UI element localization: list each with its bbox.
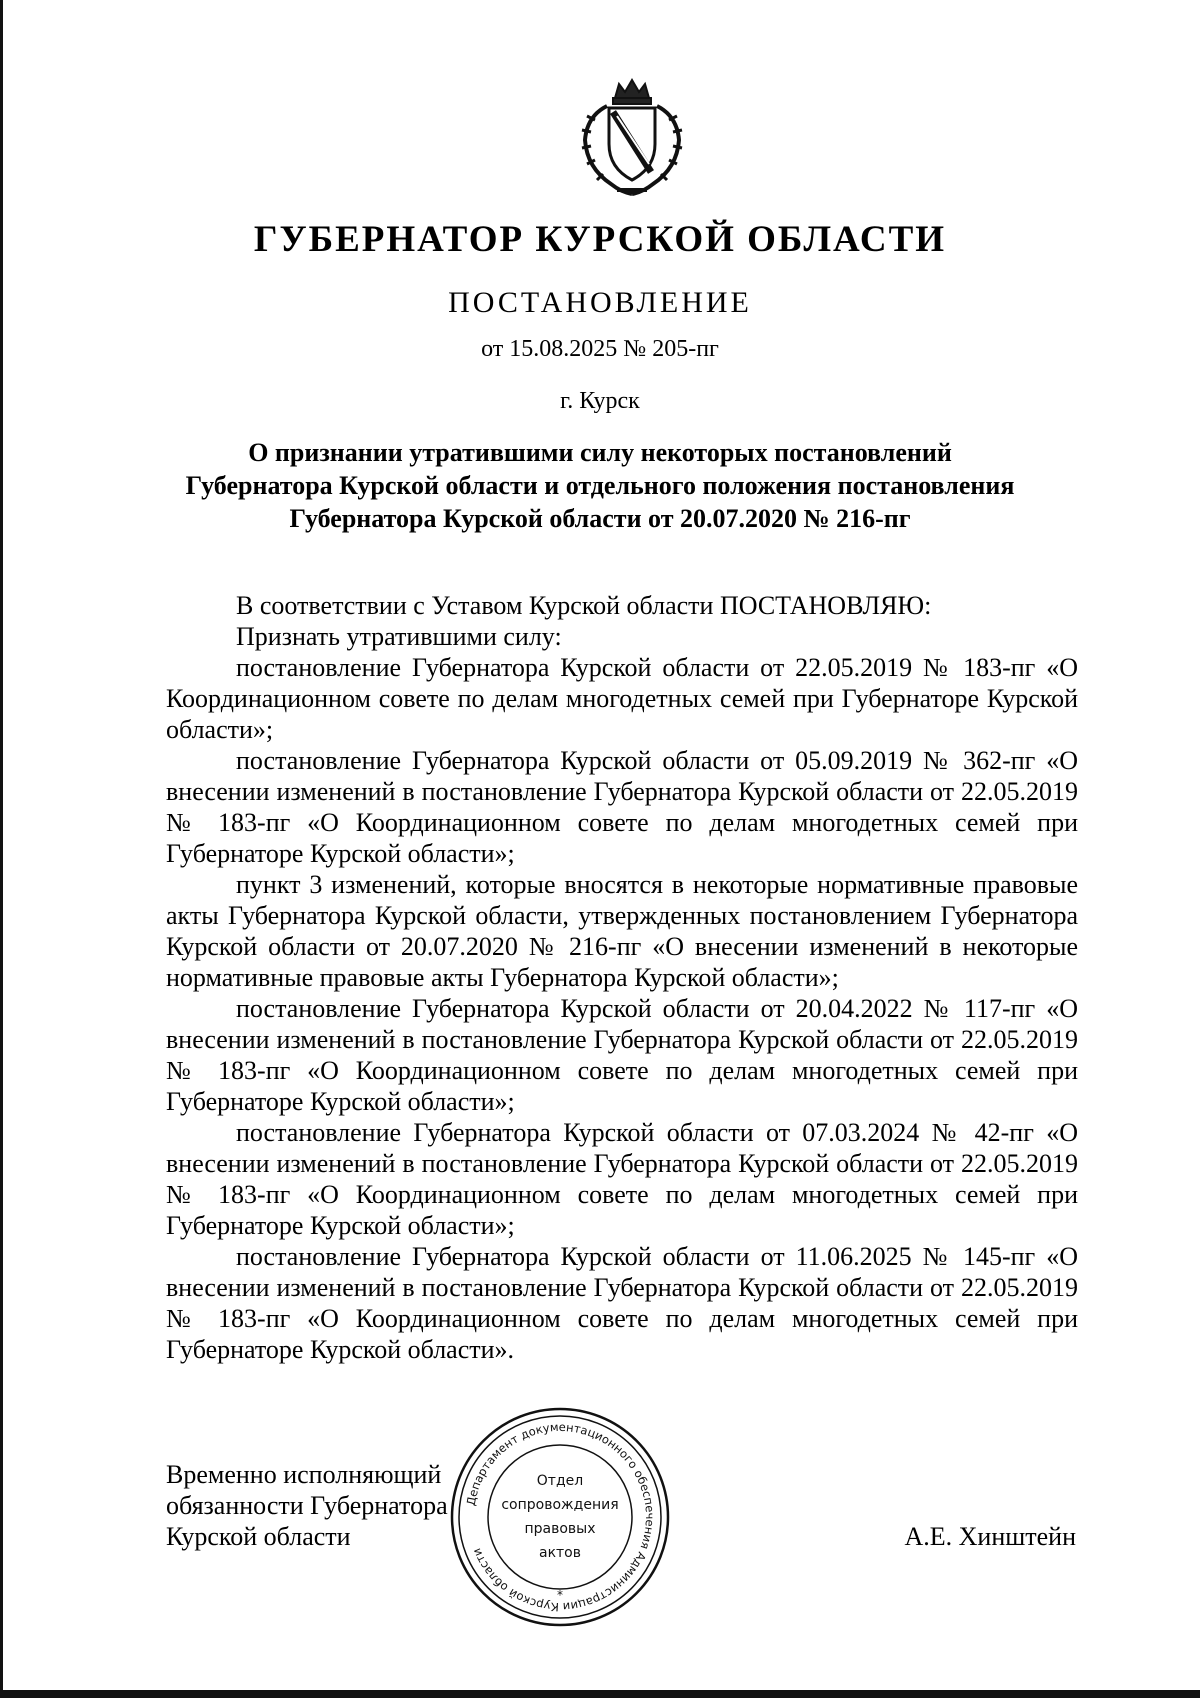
signatory-name: А.Е. Хинштейн bbox=[904, 1522, 1076, 1551]
title-line: Губернатора Курской области и отдельного положения постановления bbox=[185, 471, 1015, 500]
stamp-line: Отдел bbox=[536, 1473, 584, 1489]
document-city: г. Курск bbox=[560, 388, 640, 414]
document-date-number: от 15.08.2025 № 205-пг bbox=[481, 336, 719, 362]
scan-edge-bottom bbox=[0, 1690, 1200, 1698]
stamp-line: сопровождения bbox=[501, 1497, 619, 1513]
official-stamp bbox=[448, 1405, 672, 1629]
body-paragraph: постановление Губернатора Курской области от 20.04.2022 № 117-пг «О внесении изменений в постановление Губернатора Курской области от 22.05.2019 № 183-пг «О Координационном совете по делам многодетных семей при Губернаторе Курской области»; bbox=[166, 994, 1078, 1116]
body-paragraph: постановление Губернатора Курской области от 22.05.2019 № 183-пг «О Координационном совете по делам многодетных семей при Губернаторе Курской области»; bbox=[166, 653, 1078, 744]
stamp-ring-text: Департамент документационного обеспечения Администрации Курской области bbox=[463, 1419, 658, 1615]
stamp-line: актов bbox=[538, 1545, 582, 1561]
signatory-role-line: Временно исполняющий bbox=[166, 1460, 442, 1489]
stamp-line: правовых bbox=[524, 1521, 596, 1537]
body-paragraph: пункт 3 изменений, которые вносятся в некоторые нормативные правовые акты Губернатора Курской области, утвержденных постановлением Губернатора Курской области от 20.07.2020 № 216-пг «О внесении изменений в некоторые нормативные правовые акты Губернатора Курской области»; bbox=[166, 870, 1078, 992]
stamp-star-icon: * bbox=[557, 1588, 563, 1602]
svg-text:Департамент документационного bbox=[464, 1420, 657, 1614]
signatory-role-line: Курской области bbox=[166, 1522, 351, 1551]
document-title bbox=[0, 436, 1200, 535]
issuer-title: ГУБЕРНАТОР КУРСКОЙ ОБЛАСТИ bbox=[253, 219, 947, 260]
body-paragraph: Признать утратившими силу: bbox=[236, 622, 562, 651]
signatory-role-line: обязанности Губернатора bbox=[166, 1491, 448, 1520]
body-paragraph: В соответствии с Уставом Курской области ПОСТАНОВЛЯЮ: bbox=[236, 591, 932, 620]
body-paragraph: постановление Губернатора Курской области от 05.09.2019 № 362-пг «О внесении изменений в постановление Губернатора Курской области от 22.05.2019 № 183-пг «О Координационном совете по делам многодетных семей при Губернаторе Курской области»; bbox=[166, 746, 1078, 868]
coat-of-arms-icon bbox=[567, 76, 697, 202]
title-line: О признании утратившими силу некоторых постановлений bbox=[248, 438, 952, 467]
signatory-role bbox=[166, 1459, 448, 1552]
title-line: Губернатора Курской области от 20.07.2020 № 216-пг bbox=[289, 504, 911, 533]
body-paragraph: постановление Губернатора Курской области от 11.06.2025 № 145-пг «О внесении изменений в постановление Губернатора Курской области от 22.05.2019 № 183-пг «О Координационном совете по делам многодетных семей при Губернаторе Курской области». bbox=[166, 1242, 1078, 1364]
document-type: ПОСТАНОВЛЕНИЕ bbox=[448, 286, 752, 319]
document-body bbox=[166, 590, 1078, 1365]
body-paragraph: постановление Губернатора Курской области от 07.03.2024 № 42-пг «О внесении изменений в постановление Губернатора Курской области от 22.05.2019 № 183-пг «О Координационном совете по делам многодетных семей при Губернаторе Курской области»; bbox=[166, 1118, 1078, 1240]
